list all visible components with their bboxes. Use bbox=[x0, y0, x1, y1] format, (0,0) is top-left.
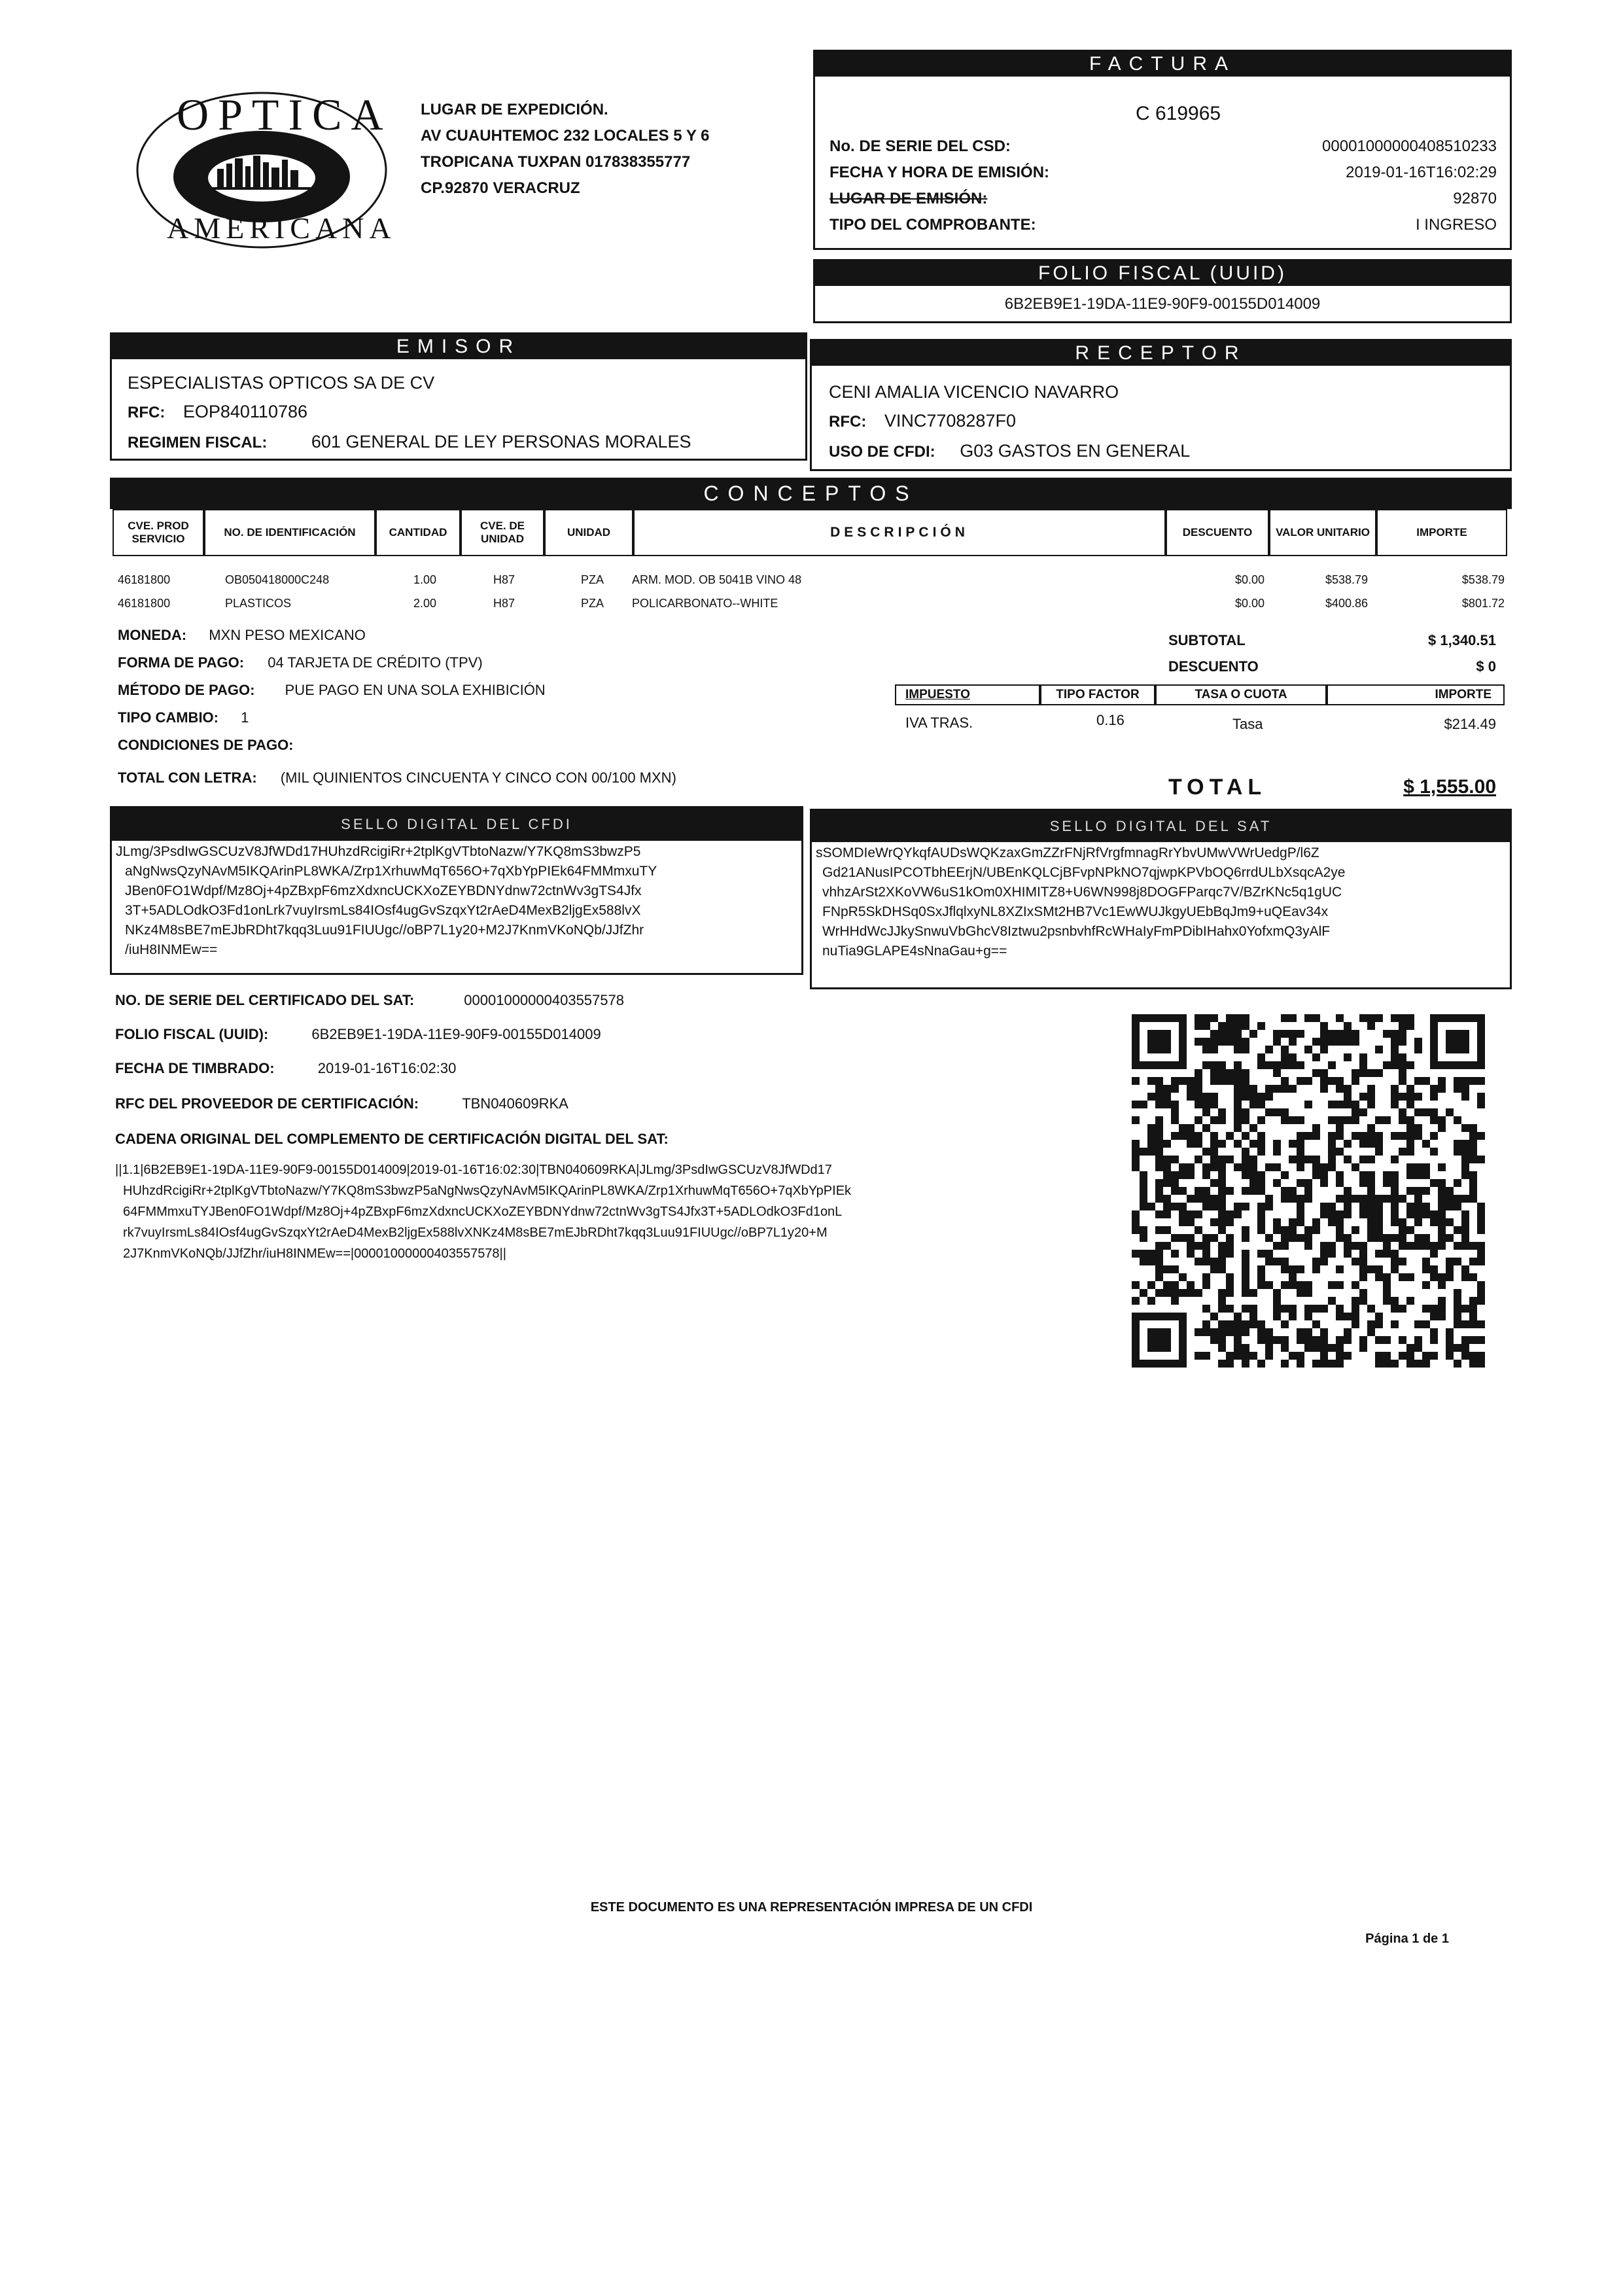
condiciones-label: CONDICIONES DE PAGO: bbox=[118, 737, 294, 753]
descuento-value: $ 0 bbox=[1476, 658, 1496, 675]
factura-header: FACTURA bbox=[815, 52, 1510, 77]
cert-folio-row bbox=[115, 1026, 601, 1043]
serie-csd-label: No. DE SERIE DEL CSD: bbox=[829, 137, 1011, 155]
row1-cantidad: 1.00 bbox=[413, 573, 437, 586]
col-unidad: UNIDAD bbox=[544, 509, 633, 556]
tax-row-importe: $214.49 bbox=[1444, 716, 1496, 732]
forma-pago-label: FORMA DE PAGO: bbox=[118, 654, 245, 671]
row1-cve-unidad: H87 bbox=[493, 573, 515, 586]
sello-sat-line: WrHHdWcJJkySnwuVbGhcV8Iztwu2psnbvhfRcWHaIyFmPDibIHahx0YofxmQ3yAlF bbox=[822, 924, 1331, 939]
row1-valor-unitario: $538.79 bbox=[1325, 573, 1369, 586]
row2-cve-prod: 46181800 bbox=[118, 597, 171, 610]
receptor-details bbox=[829, 378, 1190, 467]
sello-cfdi-line: aNgNwsQzyNAvM5IKQArinPL8WKA/Zrp1XrhuwMqT656O+7qXbYpPIEk64FMMmxuTY bbox=[125, 864, 657, 879]
sello-sat-line: FNpR5SkDHSq0SxJflqlxyNL8XZIxSMt2HB7Vc1EwWUJkgyUEbBqJm9+uQEav34x bbox=[822, 904, 1329, 919]
factura-box bbox=[813, 50, 1512, 250]
cert-rfc-row bbox=[115, 1095, 568, 1112]
receptor-name: CENI AMALIA VICENCIO NAVARRO bbox=[829, 382, 1119, 402]
metodo-pago-value: PUE PAGO EN UNA SOLA EXHIBICIÓN bbox=[285, 682, 546, 698]
emisor-details bbox=[128, 368, 691, 457]
emisor-name: ESPECIALISTAS OPTICOS SA DE CV bbox=[128, 373, 435, 393]
cert-fecha-row bbox=[115, 1060, 456, 1077]
sello-sat-line: sSOMDIeWrQYkqfAUDsWQKzaxGmZZrFNjRfVrgfmnagRrYbvUMwVWrUedgP/l6Z bbox=[816, 845, 1319, 860]
row2-unidad: PZA bbox=[581, 597, 604, 610]
col-no-ident: NO. DE IDENTIFICACIÓN bbox=[204, 509, 375, 556]
row2-valor-unitario: $400.86 bbox=[1325, 597, 1369, 610]
row1-cve-prod: 46181800 bbox=[118, 573, 171, 586]
total-letra-row bbox=[118, 769, 676, 786]
cert-fecha-label: FECHA DE TIMBRADO: bbox=[115, 1060, 275, 1076]
row2-descuento: $0.00 bbox=[1235, 597, 1265, 610]
cert-folio-value: 6B2EB9E1-19DA-11E9-90F9-00155D014009 bbox=[311, 1026, 601, 1042]
sello-sat-line: nuTia9GLAPE4sNnaGau+g== bbox=[822, 944, 1007, 959]
cert-serie-label: NO. DE SERIE DEL CERTIFICADO DEL SAT: bbox=[115, 992, 415, 1008]
sello-cfdi-header: SELLO DIGITAL DEL CFDI bbox=[112, 808, 801, 841]
col-cantidad: CANTIDAD bbox=[375, 509, 461, 556]
table-row bbox=[118, 573, 1505, 590]
conceptos-header: CONCEPTOS bbox=[703, 482, 918, 505]
fecha-emision-label: FECHA Y HORA DE EMISIÓN: bbox=[829, 164, 1050, 181]
qr-code bbox=[1132, 1014, 1485, 1368]
sello-cfdi-line: /iuH8INMEw== bbox=[125, 942, 218, 957]
emisor-rfc-label: RFC: bbox=[128, 404, 166, 421]
cert-serie-value: 00001000000403557578 bbox=[464, 992, 624, 1008]
col-descripcion: DESCRIPCIÓN bbox=[633, 509, 1166, 556]
tax-col-importe: IMPORTE bbox=[1327, 684, 1505, 705]
row2-no-ident: PLASTICOS bbox=[225, 597, 292, 610]
receptor-rfc-label: RFC: bbox=[829, 413, 867, 431]
company-logo bbox=[131, 85, 396, 255]
row1-descripcion: ARM. MOD. OB 5041B VINO 48 bbox=[632, 573, 802, 586]
metodo-pago-label: MÉTODO DE PAGO: bbox=[118, 682, 255, 698]
sello-sat-line: vhhzArSt2XKoVW6uS1kOm0XHIMITZ8+U6WN998j8DOGFParqc7V/BZrKNc5q1gUC bbox=[822, 885, 1342, 900]
sello-cfdi-line: JBen0FO1Wdpf/Mz8Oj+4pZBxpF6mzXdxncUCKXoZEYBDNYdnw72ctnWv3gTS4Jfx bbox=[125, 883, 642, 898]
folio-fiscal-value: 6B2EB9E1-19DA-11E9-90F9-00155D014009 bbox=[1004, 295, 1321, 313]
folio-fiscal-box bbox=[813, 259, 1512, 323]
total-letra-value: (MIL QUINIENTOS CINCUENTA Y CINCO CON 00/100 MXN) bbox=[280, 769, 676, 786]
factura-details bbox=[829, 133, 1497, 238]
tax-row-impuesto: IVA TRAS. bbox=[905, 715, 973, 731]
lugar-emision-value: 92870 bbox=[1453, 190, 1497, 207]
footer-note: ESTE DOCUMENTO ES UNA REPRESENTACIÓN IMPRESA DE UN CFDI bbox=[590, 1900, 1033, 1915]
row1-no-ident: OB050418000C248 bbox=[225, 573, 330, 586]
sello-cfdi-text bbox=[112, 839, 800, 963]
row1-unidad: PZA bbox=[581, 573, 604, 586]
tax-row-tasa: Tasa bbox=[1232, 716, 1263, 732]
cert-folio-label: FOLIO FISCAL (UUID): bbox=[115, 1026, 269, 1042]
serie-csd-value: 00001000000408510233 bbox=[1322, 137, 1497, 155]
receptor-rfc-value: VINC7708287F0 bbox=[884, 411, 1016, 431]
cert-serie-row bbox=[115, 992, 624, 1009]
logo-bottom-text: AMERICANA bbox=[167, 211, 396, 245]
col-descuento: DESCUENTO bbox=[1166, 509, 1269, 556]
page-number: Página 1 de 1 bbox=[1365, 1932, 1449, 1946]
qr-code-graphic bbox=[1132, 1014, 1485, 1368]
expedicion-title: LUGAR DE EXPEDICIÓN. bbox=[421, 101, 608, 118]
expedicion-block bbox=[421, 97, 709, 202]
tax-col-tasa: TASA O CUOTA bbox=[1155, 684, 1327, 705]
row1-descuento: $0.00 bbox=[1235, 573, 1265, 586]
sello-sat-box bbox=[810, 809, 1512, 989]
expedicion-line1: AV CUAUHTEMOC 232 LOCALES 5 Y 6 bbox=[421, 127, 710, 145]
cadena-line: rk7vuyIrsmLs84IOsf4ugGvSzqxYt2rAeD4MexB2ljgEx588lvXNKz4M8sBE7mEJbRDht7kqq3Luu91FIUUgc//oBP7L1y20+M bbox=[123, 1226, 828, 1240]
col-importe: IMPORTE bbox=[1376, 509, 1507, 556]
table-row bbox=[118, 597, 1505, 614]
sello-cfdi-line: 3T+5ADLOdkO3Fd1onLrk7vuyIrsmLs84IOsf4ugGvSzqxYt2rAeD4MexB2ljgEx588lvX bbox=[125, 903, 641, 918]
moneda-value: MXN PESO MEXICANO bbox=[209, 627, 366, 643]
folio-fiscal-header: FOLIO FISCAL (UUID) bbox=[815, 261, 1510, 286]
receptor-uso-value: G03 GASTOS EN GENERAL bbox=[960, 441, 1191, 461]
row1-importe: $538.79 bbox=[1461, 573, 1505, 586]
fecha-emision-value: 2019-01-16T16:02:29 bbox=[1346, 164, 1497, 181]
cadena-line: HUhzdRcigiRr+2tplKgVTbtoNazw/Y7KQ8mS3bwzP5aNgNwsQzyNAvM5IKQArinPL8WKA/Zrp1XrhuwMqT656O+7qXbYpPIEk bbox=[123, 1184, 852, 1198]
lugar-emision-label: LUGAR DE EMISIÓN: bbox=[829, 190, 988, 207]
emisor-regimen-label: REGIMEN FISCAL: bbox=[128, 434, 268, 451]
cadena-line: 2J7KnmVKoNQb/JJfZhr/iuH8INMEw==|00001000000403557578|| bbox=[123, 1246, 506, 1261]
col-valor-unitario: VALOR UNITARIO bbox=[1269, 509, 1376, 556]
emisor-regimen-value: 601 GENERAL DE LEY PERSONAS MORALES bbox=[311, 432, 691, 451]
descuento-label: DESCUENTO bbox=[1168, 658, 1259, 675]
expedicion-line3: CP.92870 VERACRUZ bbox=[421, 179, 580, 197]
cadena-line: 64FMMmxuTYJBen0FO1Wdpf/Mz8Oj+4pZBxpF6mzXdxncUCKXoZEYBDNYdnw72ctnWv3gTS4Jfx3T+5ADLOdkO3Fd1onL bbox=[123, 1205, 843, 1219]
row2-cve-unidad: H87 bbox=[493, 597, 515, 610]
col-cve-prod: CVE. PROD SERVICIO bbox=[113, 509, 204, 556]
tax-row-tipo-factor: 0.16 bbox=[1096, 712, 1125, 728]
factura-folio: C 619965 bbox=[1136, 103, 1221, 124]
cert-fecha-value: 2019-01-16T16:02:30 bbox=[317, 1060, 457, 1076]
emisor-rfc-value: EOP840110786 bbox=[183, 402, 308, 421]
row2-cantidad: 2.00 bbox=[413, 597, 437, 610]
receptor-header: RECEPTOR bbox=[812, 341, 1510, 366]
sello-cfdi-line: JLmg/3PsdIwGSCUzV8JfWDd17HUhzdRcigiRr+2tplKgVTbtoNazw/Y7KQ8mS3bwzP5 bbox=[116, 844, 641, 859]
cert-rfc-label: RFC DEL PROVEEDOR DE CERTIFICACIÓN: bbox=[115, 1095, 419, 1112]
subtotal-value: $ 1,340.51 bbox=[1428, 632, 1496, 648]
sello-sat-text bbox=[812, 841, 1510, 964]
cadena-label: CADENA ORIGINAL DEL COMPLEMENTO DE CERTIFICACIÓN DIGITAL DEL SAT: bbox=[115, 1131, 669, 1147]
total-label: TOTAL bbox=[1168, 775, 1267, 800]
cadena-line: ||1.1|6B2EB9E1-19DA-11E9-90F9-00155D014009|2019-01-16T16:02:30|TBN040609RKA|JLmg/3PsdIwGSCUzV8JfWDd17 bbox=[115, 1163, 832, 1177]
expedicion-line2: TROPICANA TUXPAN 017838355777 bbox=[421, 153, 691, 171]
logo-top-text: OPTICA bbox=[177, 90, 393, 139]
emisor-box bbox=[110, 332, 807, 461]
cadena-text bbox=[115, 1159, 1018, 1264]
total-letra-label: TOTAL CON LETRA: bbox=[118, 769, 257, 786]
sello-sat-line: Gd21ANusIPCOTbhEErjN/UBEnKQLCjBFvpNPkNO7qjwpKPVbOQ6rrdULbXsqcA2ye bbox=[822, 865, 1346, 880]
sello-cfdi-line: NKz4M8sBE7mEJbRDht7kqq3Luu91FIUUgc//oBP7L1y20+M2J7KnmVKoNQb/JJfZhr bbox=[125, 923, 644, 938]
total-value: $ 1,555.00 bbox=[1403, 776, 1496, 798]
emisor-header: EMISOR bbox=[112, 334, 805, 359]
tipo-comprobante-value: I INGRESO bbox=[1415, 216, 1497, 234]
tax-col-impuesto: IMPUESTO bbox=[895, 684, 1040, 705]
sello-cfdi-box bbox=[110, 806, 803, 975]
subtotal-label: SUBTOTAL bbox=[1168, 632, 1246, 648]
tipo-comprobante-label: TIPO DEL COMPROBANTE: bbox=[829, 216, 1036, 234]
forma-pago-value: 04 TARJETA DE CRÉDITO (TPV) bbox=[268, 654, 483, 671]
row2-descripcion: POLICARBONATO--WHITE bbox=[632, 597, 778, 610]
cert-rfc-value: TBN040609RKA bbox=[462, 1095, 568, 1112]
tipo-cambio-value: 1 bbox=[241, 709, 249, 726]
row2-importe: $801.72 bbox=[1461, 597, 1505, 610]
payment-info bbox=[118, 622, 546, 759]
receptor-box bbox=[810, 339, 1512, 471]
receptor-uso-label: USO DE CFDI: bbox=[829, 443, 935, 461]
col-cve-unidad: CVE. DE UNIDAD bbox=[461, 509, 544, 556]
tipo-cambio-label: TIPO CAMBIO: bbox=[118, 709, 218, 726]
moneda-label: MONEDA: bbox=[118, 627, 187, 643]
sello-sat-header: SELLO DIGITAL DEL SAT bbox=[812, 811, 1510, 842]
tax-col-tipo-factor: TIPO FACTOR bbox=[1040, 684, 1155, 705]
